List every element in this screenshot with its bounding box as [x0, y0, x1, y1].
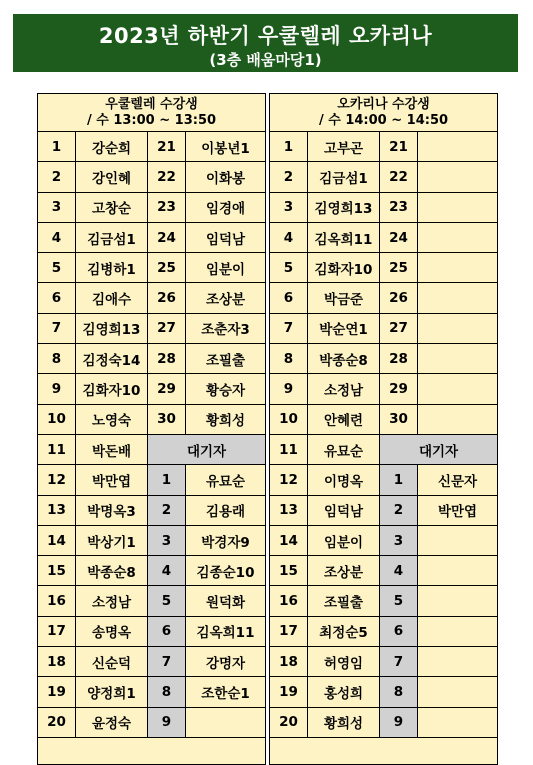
waitlist-name	[418, 525, 498, 555]
student-number: 8	[270, 344, 308, 374]
table-row	[270, 192, 498, 222]
waitlist-number: 8	[148, 677, 186, 707]
roster-title: 우쿨렐레 수강생	[105, 96, 198, 112]
student-name	[418, 253, 498, 283]
student-name: 임덕남	[308, 495, 380, 525]
roster-header	[270, 94, 498, 132]
page-subtitle: (3층 배움마당1)	[209, 51, 322, 69]
student-number: 27	[148, 313, 186, 343]
table-row	[38, 132, 266, 162]
student-name: 박순연1	[308, 313, 380, 343]
table-row	[270, 253, 498, 283]
student-number: 4	[38, 222, 76, 252]
student-number: 30	[148, 404, 186, 434]
student-name: 임덕남	[186, 222, 266, 252]
waitlist-number: 7	[148, 647, 186, 677]
student-number: 14	[38, 525, 76, 555]
student-number: 18	[270, 647, 308, 677]
student-name: 황희성	[308, 707, 380, 737]
student-number: 26	[148, 283, 186, 313]
table-row	[38, 707, 266, 737]
waitlist-number: 5	[380, 586, 418, 616]
student-number: 12	[270, 465, 308, 495]
waitlist-name: 강명자	[186, 647, 266, 677]
student-name: 소정남	[76, 586, 148, 616]
student-number: 7	[270, 313, 308, 343]
waitlist-number: 4	[148, 556, 186, 586]
blank-footer-row	[38, 737, 266, 764]
table-row	[270, 556, 498, 586]
blank-footer-cell	[270, 737, 498, 764]
blank-footer-row	[270, 737, 498, 764]
waitlist-number: 3	[148, 525, 186, 555]
waitlist-name: 김옥희11	[186, 616, 266, 646]
table-row	[270, 677, 498, 707]
waitlist-number: 8	[380, 677, 418, 707]
student-number: 8	[38, 344, 76, 374]
student-number: 26	[380, 283, 418, 313]
student-number: 22	[380, 162, 418, 192]
student-name: 박종순8	[76, 556, 148, 586]
table-row	[270, 647, 498, 677]
table-row	[38, 647, 266, 677]
student-name: 김금섬1	[308, 162, 380, 192]
table-row	[38, 556, 266, 586]
table-row	[270, 525, 498, 555]
student-number: 23	[380, 192, 418, 222]
waitlist-number: 7	[380, 647, 418, 677]
student-name: 조필출	[186, 344, 266, 374]
table-row	[38, 313, 266, 343]
waitlist-name: 조한순1	[186, 677, 266, 707]
waitlist-number: 3	[380, 525, 418, 555]
student-number: 30	[380, 404, 418, 434]
table-row	[38, 586, 266, 616]
table-row	[38, 253, 266, 283]
student-number: 21	[148, 132, 186, 162]
student-name	[418, 162, 498, 192]
waitlist-number: 6	[380, 616, 418, 646]
student-number: 21	[380, 132, 418, 162]
student-name: 소정남	[308, 374, 380, 404]
student-number: 18	[38, 647, 76, 677]
student-number: 29	[380, 374, 418, 404]
student-name: 김영희13	[308, 192, 380, 222]
waitlist-name: 신문자	[418, 465, 498, 495]
student-name: 박종순8	[308, 344, 380, 374]
waitlist-name	[418, 616, 498, 646]
waitlist-header: 대기자	[148, 434, 266, 464]
table-row	[270, 374, 498, 404]
student-number: 15	[270, 556, 308, 586]
waitlist-number: 6	[148, 616, 186, 646]
student-number: 10	[270, 404, 308, 434]
student-name: 노영숙	[76, 404, 148, 434]
table-row	[38, 162, 266, 192]
table-row	[38, 616, 266, 646]
waitlist-name: 박만엽	[418, 495, 498, 525]
table-row	[38, 677, 266, 707]
student-number: 5	[270, 253, 308, 283]
table-row	[270, 465, 498, 495]
student-name: 박상기1	[76, 525, 148, 555]
table-row	[38, 374, 266, 404]
table-row	[38, 465, 266, 495]
waitlist-name: 유묘순	[186, 465, 266, 495]
student-number: 25	[148, 253, 186, 283]
student-number: 24	[380, 222, 418, 252]
student-name: 이화봉	[186, 162, 266, 192]
student-number: 27	[380, 313, 418, 343]
table-row	[270, 132, 498, 162]
student-number: 10	[38, 404, 76, 434]
table-row	[270, 162, 498, 192]
table-row	[270, 495, 498, 525]
waitlist-name	[418, 556, 498, 586]
student-name: 임경애	[186, 192, 266, 222]
student-name	[418, 313, 498, 343]
student-number: 19	[270, 677, 308, 707]
student-number: 14	[270, 525, 308, 555]
student-number: 6	[270, 283, 308, 313]
table-row	[38, 434, 266, 464]
student-number: 11	[38, 434, 76, 464]
student-number: 16	[38, 586, 76, 616]
student-number: 2	[38, 162, 76, 192]
student-number: 9	[270, 374, 308, 404]
table-row	[38, 283, 266, 313]
table-row	[38, 525, 266, 555]
student-name: 유묘순	[308, 434, 380, 464]
table-row	[38, 344, 266, 374]
student-name: 황승자	[186, 374, 266, 404]
roster-title: 오카리나 수강생	[337, 96, 430, 112]
student-name	[418, 404, 498, 434]
student-name: 홍성희	[308, 677, 380, 707]
student-name: 김옥희11	[308, 222, 380, 252]
table-row	[270, 222, 498, 252]
waitlist-number: 2	[380, 495, 418, 525]
student-number: 4	[270, 222, 308, 252]
student-number: 2	[270, 162, 308, 192]
table-row	[270, 344, 498, 374]
student-number: 17	[38, 616, 76, 646]
waitlist-name: 김용래	[186, 495, 266, 525]
student-number: 13	[270, 495, 308, 525]
waitlist-name: 김종순10	[186, 556, 266, 586]
student-name: 조필출	[308, 586, 380, 616]
waitlist-name	[418, 707, 498, 737]
waitlist-name	[186, 707, 266, 737]
student-name: 김금섬1	[76, 222, 148, 252]
student-name: 고부곤	[308, 132, 380, 162]
student-name: 안혜련	[308, 404, 380, 434]
student-name: 김화자10	[76, 374, 148, 404]
student-number: 16	[270, 586, 308, 616]
student-name: 신순덕	[76, 647, 148, 677]
student-number: 24	[148, 222, 186, 252]
waitlist-name: 원덕화	[186, 586, 266, 616]
waitlist-name	[418, 647, 498, 677]
student-name: 김애수	[76, 283, 148, 313]
student-number: 20	[38, 707, 76, 737]
student-name: 임분이	[186, 253, 266, 283]
student-name	[418, 374, 498, 404]
blank-footer-cell	[38, 737, 266, 764]
student-name: 박명옥3	[76, 495, 148, 525]
student-number: 5	[38, 253, 76, 283]
roster-header-row	[38, 94, 266, 132]
waitlist-number: 9	[148, 707, 186, 737]
student-number: 12	[38, 465, 76, 495]
student-number: 20	[270, 707, 308, 737]
table-row	[270, 586, 498, 616]
student-name: 강순희	[76, 132, 148, 162]
waitlist-name: 박경자9	[186, 525, 266, 555]
student-number: 1	[38, 132, 76, 162]
student-number: 9	[38, 374, 76, 404]
roster-header	[38, 94, 266, 132]
student-name: 이봉년1	[186, 132, 266, 162]
student-name: 김병하1	[76, 253, 148, 283]
student-number: 1	[270, 132, 308, 162]
table-row	[38, 404, 266, 434]
student-number: 17	[270, 616, 308, 646]
student-number: 3	[270, 192, 308, 222]
table-row	[38, 222, 266, 252]
waitlist-number: 4	[380, 556, 418, 586]
student-name: 양정희1	[76, 677, 148, 707]
waitlist-number: 5	[148, 586, 186, 616]
student-number: 22	[148, 162, 186, 192]
table-row	[270, 283, 498, 313]
student-name	[418, 132, 498, 162]
waitlist-number: 1	[380, 465, 418, 495]
table-row	[270, 313, 498, 343]
student-number: 28	[380, 344, 418, 374]
student-name: 최정순5	[308, 616, 380, 646]
student-name: 고창순	[76, 192, 148, 222]
student-name: 이명옥	[308, 465, 380, 495]
student-number: 15	[38, 556, 76, 586]
student-name	[418, 283, 498, 313]
student-name: 김화자10	[308, 253, 380, 283]
waitlist-number: 2	[148, 495, 186, 525]
table-row	[38, 192, 266, 222]
student-name: 허영임	[308, 647, 380, 677]
student-number: 23	[148, 192, 186, 222]
page-title: 2023년 하반기 우쿨렐레 오카리나	[98, 24, 433, 48]
title-banner	[13, 14, 518, 72]
student-name: 김영희13	[76, 313, 148, 343]
waitlist-header: 대기자	[380, 434, 498, 464]
student-number: 29	[148, 374, 186, 404]
student-number: 25	[380, 253, 418, 283]
waitlist-name	[418, 677, 498, 707]
table-row	[38, 495, 266, 525]
waitlist-name	[418, 586, 498, 616]
roster-header-row	[270, 94, 498, 132]
student-name: 강인혜	[76, 162, 148, 192]
student-name: 김정숙14	[76, 344, 148, 374]
roster-schedule: / 수 13:00 ~ 13:50	[86, 112, 217, 128]
table-row	[270, 707, 498, 737]
student-name: 윤정숙	[76, 707, 148, 737]
student-name: 박금준	[308, 283, 380, 313]
waitlist-number: 1	[148, 465, 186, 495]
student-name: 박만엽	[76, 465, 148, 495]
student-name	[418, 344, 498, 374]
student-name	[418, 192, 498, 222]
table-row	[270, 434, 498, 464]
student-name: 조상분	[308, 556, 380, 586]
student-number: 6	[38, 283, 76, 313]
table-row	[270, 616, 498, 646]
ukulele-roster-table	[37, 93, 266, 765]
student-name: 조춘자3	[186, 313, 266, 343]
student-name: 임분이	[308, 525, 380, 555]
student-number: 11	[270, 434, 308, 464]
student-name: 송명옥	[76, 616, 148, 646]
table-row	[270, 404, 498, 434]
student-name: 황희성	[186, 404, 266, 434]
roster-schedule: / 수 14:00 ~ 14:50	[318, 112, 449, 128]
student-name: 조상분	[186, 283, 266, 313]
student-number: 7	[38, 313, 76, 343]
student-name: 박돈배	[76, 434, 148, 464]
student-number: 28	[148, 344, 186, 374]
ocarina-roster-table	[269, 93, 498, 765]
student-number: 19	[38, 677, 76, 707]
student-number: 3	[38, 192, 76, 222]
student-name	[418, 222, 498, 252]
student-number: 13	[38, 495, 76, 525]
waitlist-number: 9	[380, 707, 418, 737]
